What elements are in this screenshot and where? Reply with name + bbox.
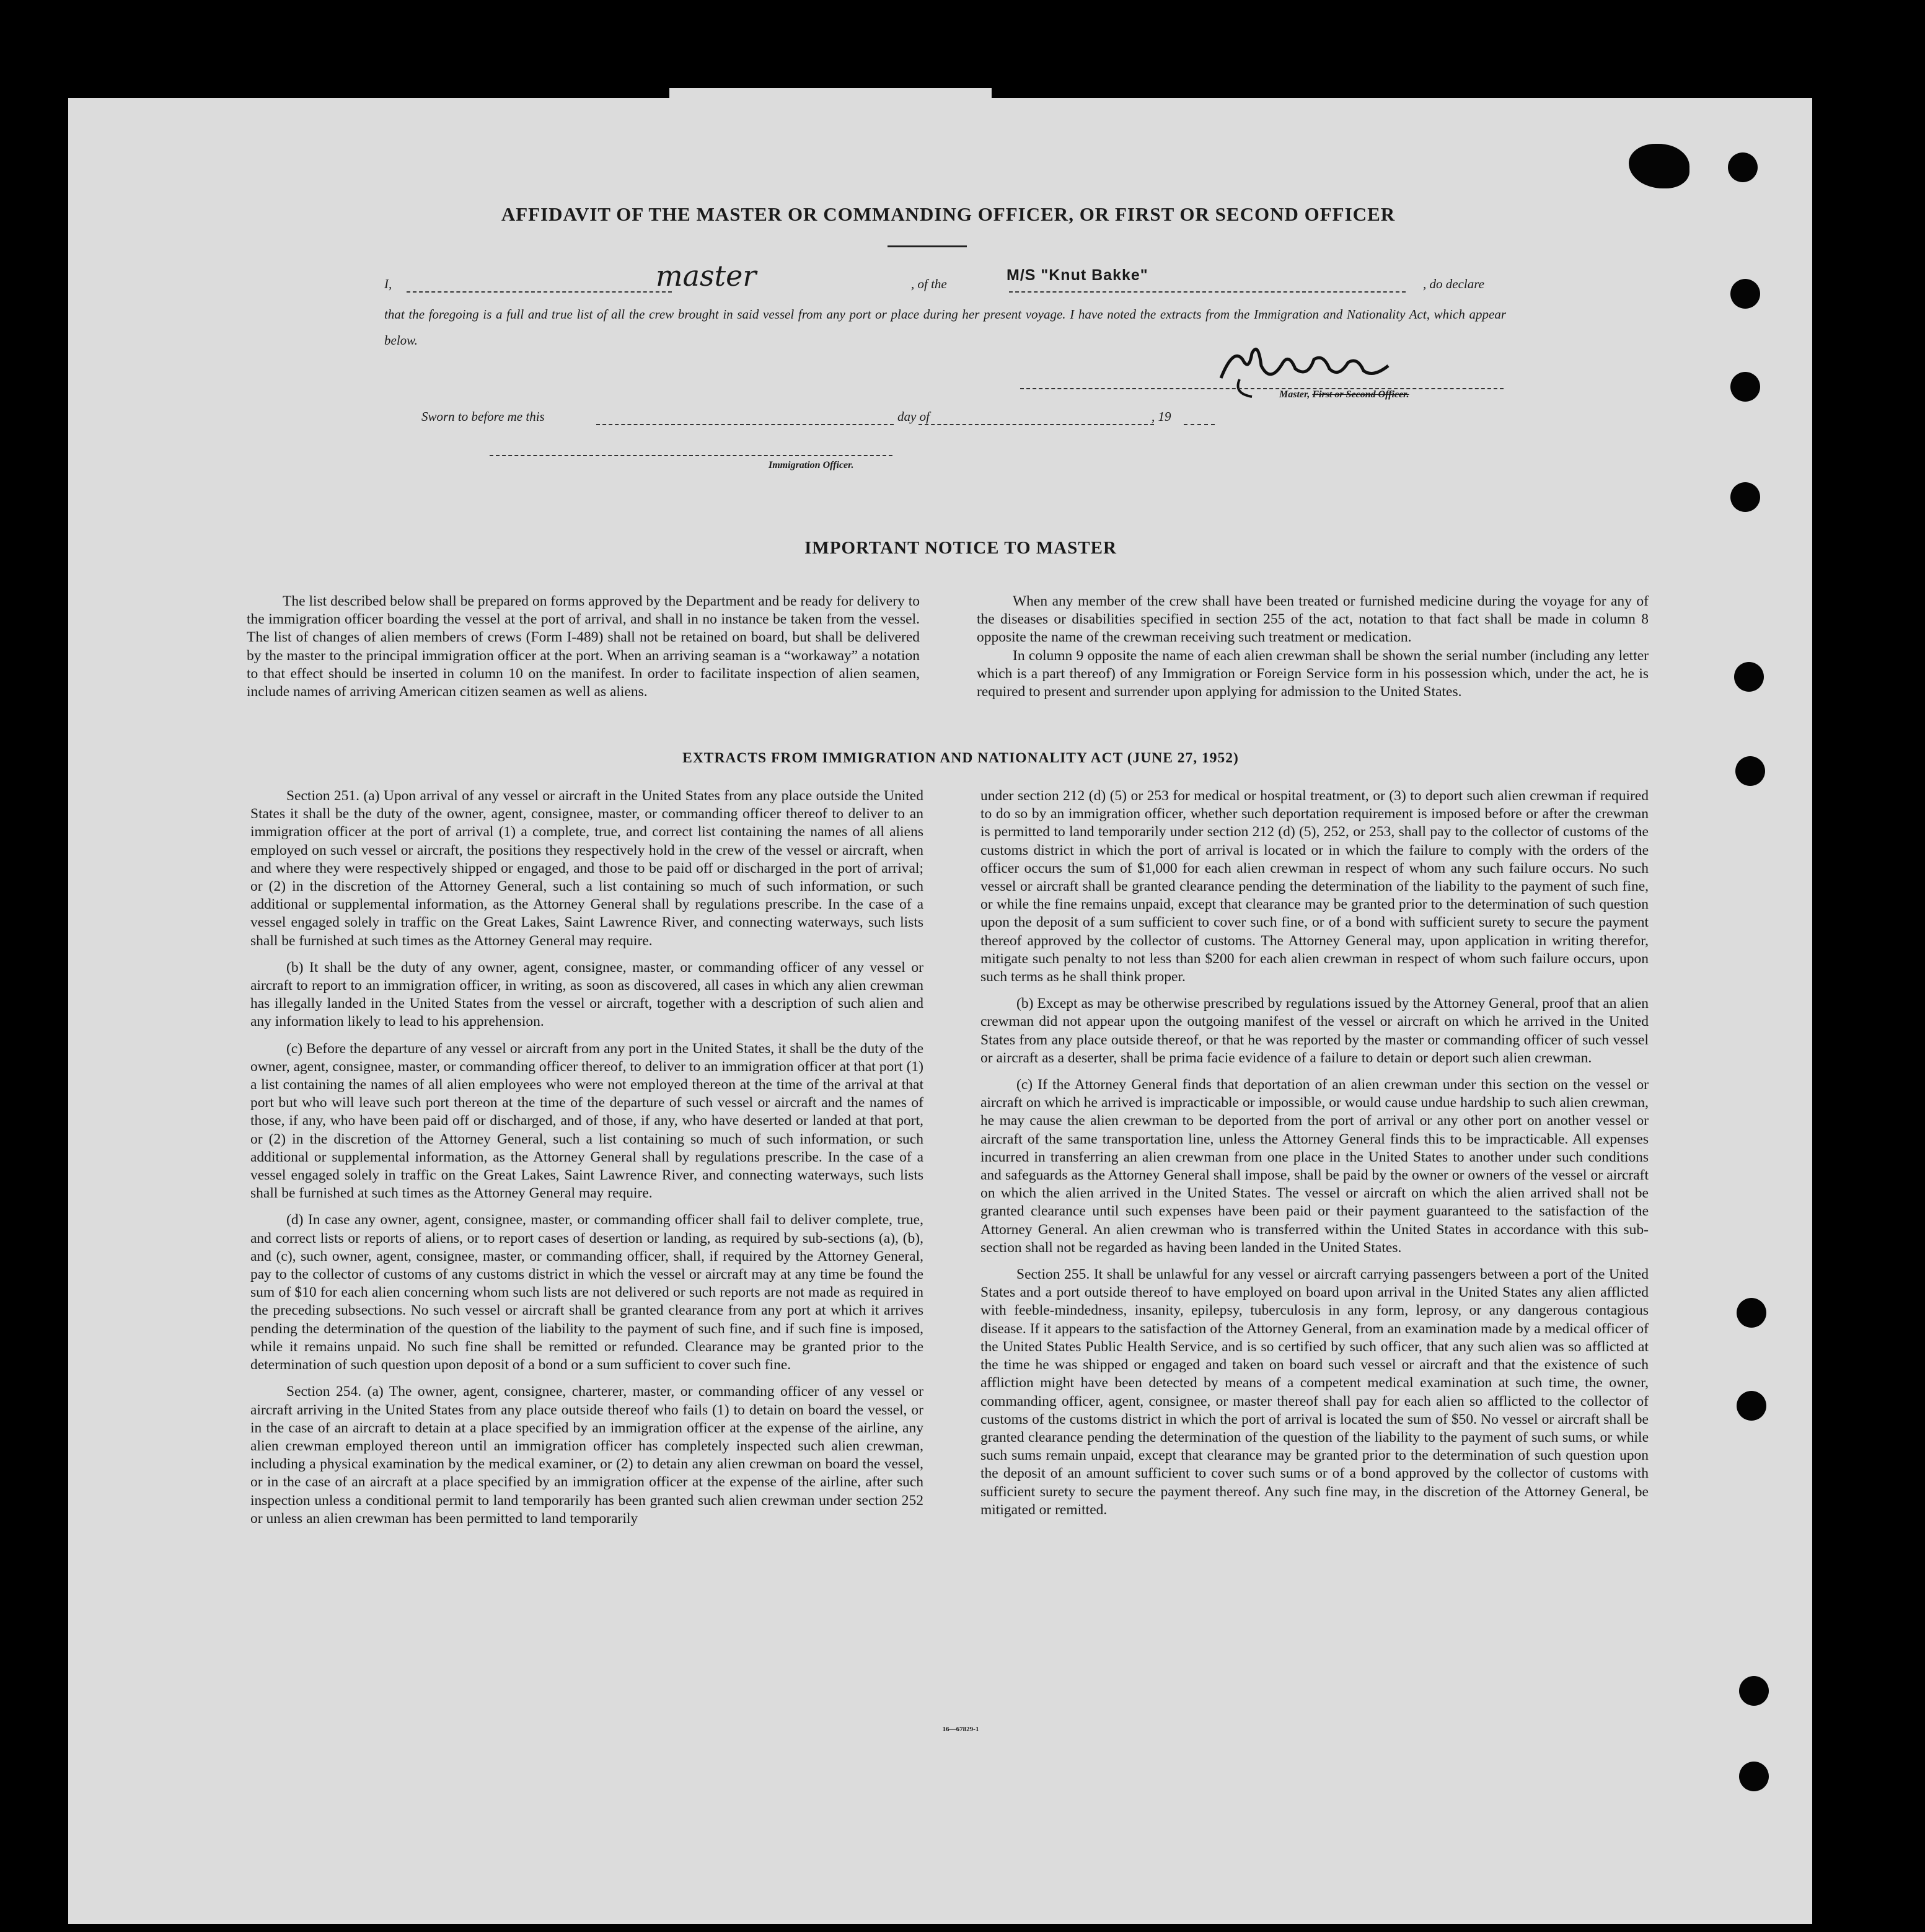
notice-paragraph: In column 9 opposite the name of each alien crewman shall be shown the serial number (including any letter which is a part thereof) of any Immigration or Foreign Service form in his possession which, under the act, he is required to present and surrender upon applying for admission to the United States. (977, 647, 1649, 700)
notice-paragraph: The list described below shall be prepared on forms approved by the Department and be ready for delivery to the immigration officer boarding the vessel at the port of arrival, and shall in no instance be taken from the vessel. The list of changes of alien members of crews (Form I-489) shall not be retained on board, but shall be delivered by the master to the principal immigration officer at the port. When an arriving seaman is a “workaway” a notation to that effect should be inserted in column 10 on the manifest. In order to facilitate inspection of alien seamen, include names of arriving American citizen seamen as well as aliens. (247, 593, 920, 700)
month-blank (918, 424, 1154, 425)
day-of-label: day of (897, 409, 930, 424)
punch-hole (1730, 279, 1760, 309)
punch-hole (1730, 372, 1760, 402)
notice-right-column (977, 593, 1649, 701)
vessel-name: M/S "Knut Bakke" (1007, 267, 1148, 284)
year-blank (1184, 424, 1215, 425)
year-label: , 19 (1152, 409, 1171, 424)
punch-hole (1730, 482, 1760, 512)
extract-paragraph: (c) If the Attorney General finds that deportation of an alien crewman under this section on the vessel or aircraft on which he arrived is impracticable or impossible, or would cause undue hardship to such alien crewman, he may cause the alien crewman to be deported from the port of arrival or any other port on another vessel or aircraft of the same transportation line, unless the Attorney General finds this to be impracticable. All expenses incurred in transferring an alien crewman from one place in the United States to another under such conditions and safeguards as the Attorney General shall impose, shall be paid by the owner or owners of the vessel or aircraft on which the alien arrived in the United States. The vessel or aircraft on which the alien arrived shall not be granted clearance until such expenses have been paid or their payment guaranteed to the satisfaction of the Attorney General. An alien crewman who is transferred within the United States in accordance with this sub-section shall not be regarded as having been landed in the United States. (980, 1077, 1649, 1256)
punch-hole (1739, 1762, 1769, 1791)
extract-paragraph: (b) It shall be the duty of any owner, agent, consignee, master, or commanding officer of any vessel or aircraft to report to an immigration officer, in writing, as soon as discovered, all cases in which any alien crewman has illegally landed in the United States from the vessel or aircraft, together with a description of such alien and any information likely to lead to his apprehension. (250, 959, 923, 1030)
title-rule (888, 245, 967, 247)
affidavit-title: AFFIDAVIT OF THE MASTER OR COMMANDING OFFICER, OR FIRST OR SECOND OFFICER (501, 203, 1396, 225)
handwritten-role: master (656, 259, 757, 293)
extract-paragraph: under section 212 (d) (5) or 253 for medical or hospital treatment, or (3) to deport such alien crewman if required to do so by an immigration officer, whether such deportation requirement is imposed before or after the crewman is permitted to land temporarily under section 212 (d) (5), 252, or 253, shall pay to the collector of customs of the customs district in which the port of arrival is located or in which the failure to comply with the orders of the officer occurs the sum of $1,000 for each alien crewman in respect of whom any such failure occurs. No such vessel or aircraft shall be granted clearance pending the determination of the liability to the payment of such fine, or while the fine remains unpaid, except that clearance may be granted prior to the determination of such question upon the deposit of a sum sufficient to cover such fine, or of a bond with sufficient surety to secure the payment thereof approved by the collector of customs. The Attorney General may, upon application in writing therefor, mitigate such penalty to not less than $200 for each alien crewman in respect of whom such failure occurs, upon such terms as he shall think proper. (980, 788, 1649, 986)
officer-caption: Immigration Officer. (769, 460, 854, 470)
extract-paragraph: Section 251. (a) Upon arrival of any vessel or aircraft in the United States from any place outside the United States it shall be the duty of the owner, agent, consignee, master, or commanding officer thereof to deliver to an immigration officer at the port of arrival (1) a complete, true, and correct list containing the names of all aliens employed on such vessel or aircraft, the positions they respectively hold in the crew of the vessel or aircraft, when and where they were respectively shipped or engaged, and those to be paid off or discharged in the port of arrival; or (2) in the discretion of the Attorney General, such a list containing so much of such information, or such additional or supplemental information, as the Attorney General shall by regulations prescribe. In the case of a vessel engaged solely in traffic on the Great Lakes, Saint Lawrence River, and connecting waterways, such lists shall be furnished at such times as the Attorney General may require. (250, 788, 923, 949)
form-code: 16—67829-1 (942, 1726, 979, 1733)
extract-paragraph: (b) Except as may be otherwise prescribed by regulations issued by the Attorney General, proof that an alien crewman did not appear upon the outgoing manifest of the vessel or aircraft on which he arrived in the United States from any place outside thereof, or that he was reported by the master or commanding officer of such vessel or aircraft as a deserter, shall be prima facie evidence of a failure to detain or deport such alien crewman. (980, 995, 1649, 1066)
notice-heading: IMPORTANT NOTICE TO MASTER (804, 538, 1117, 558)
extract-paragraph: Section 254. (a) The owner, agent, consignee, charterer, master, or commanding officer of any vessel or aircraft arriving in the United States from any place outside thereof who fails (1) to detain on board the vessel, or in the case of an aircraft to detain at a place specified by an immigration officer at the expense of the airline, any alien crewman employed thereon until an immigration officer has completely inspected such alien crewman, including a physical examination by the medical examiner, or (2) to detain any alien crewman on board the vessel, or in the case of an aircraft at a place specified by an immigration officer at the expense of the airline, after such inspection unless a conditional permit to land temporarily has been granted such alien crewman under section 252 or unless an alien crewman has been permitted to land temporarily (250, 1383, 923, 1527)
punch-hole (1737, 1298, 1766, 1328)
officer-blank (490, 455, 892, 456)
of-the-label: , of the (911, 276, 947, 291)
punch-hole (1728, 152, 1758, 182)
extracts-right-column (980, 787, 1649, 1519)
declaration-statement: that the foregoing is a full and true list of all the crew brought in said vessel from any port or place during her present voyage. I have noted the extracts from the Immigration and Nationality Act, which appear below. (384, 307, 1506, 348)
extract-paragraph: Section 255. It shall be unlawful for any vessel or aircraft carrying passengers between a port of the United States and a port outside thereof to have employed on board upon arrival in the United States any alien afflicted with feeble-mindedness, insanity, epilepsy, tuberculosis in any form, leprosy, or any dangerous contagious disease. If it appears to the satisfaction of the Attorney General, from an examination made by a medical officer of the United States Public Health Service, and is so certified by such officer, that any such alien was so afflicted at the time he was shipped or engaged and taken on board such vessel or aircraft and that the existence of such affliction might have been detected by means of a competent medical examination at such time, the owner, commanding officer, agent, consignee, or master thereof shall pay for each alien so afflicted to the collector of customs of the customs district in which the port of arrival is located the sum of $50. No vessel or aircraft shall be granted clearance pending the determination of the question of the liability to the payment of such sums, or while such sums remain unpaid, except that clearance may be granted prior to the determination of such question upon the deposit of an amount sufficient to cover such sums or of a bond approved by the collector of customs with sufficient surety to secure the payment thereof. Any such fine may, in the discretion of the Attorney General, be mitigated or remitted. (980, 1266, 1649, 1518)
signature-line (1020, 388, 1504, 389)
day-blank (596, 424, 894, 425)
caption-master: Master, (1279, 389, 1310, 400)
extracts-left-column (250, 787, 923, 1528)
i-label: I, (384, 276, 392, 291)
do-declare-label: , do declare (1423, 276, 1484, 291)
punch-hole (1739, 1676, 1769, 1706)
sworn-label: Sworn to before me this (421, 409, 545, 424)
punch-hole (1737, 1391, 1766, 1421)
extracts-heading: EXTRACTS FROM IMMIGRATION AND NATIONALITY ACT (JUNE 27, 1952) (682, 750, 1239, 766)
signature-caption (1279, 389, 1409, 400)
notice-paragraph: When any member of the crew shall have been treated or furnished medicine during the voyage for any of the diseases or disabilities specified in section 255 of the act, notation to that fact shall be made in column 8 opposite the name of the crewman receiving such treatment or medication. (977, 593, 1649, 646)
caption-struck: First or Second Officer. (1312, 389, 1409, 400)
page-top-edge (669, 88, 992, 102)
declaration-line (384, 259, 1506, 298)
extract-paragraph: (d) In case any owner, agent, consignee, master, or commanding officer shall fail to deliver complete, true, and correct lists or reports of aliens, or to report cases of desertion or landing, as required by sub-sections (a), (b), and (c), such owner, agent, consignee, master, or commanding officer, shall, if required by the Attorney General, pay to the collector of customs of any customs district in which the vessel or aircraft may at any time be found the sum of $10 for each alien concerning whom such lists are not delivered or such reports are not made as required in the preceding subsections. No such vessel or aircraft shall be granted clearance from any port at which it arrives pending the determination of the question of the liability to the payment of such fine, and if such fine is imposed, while it remains unpaid. No such fine shall be remitted or refunded. Clearance may be granted prior to the determination of such question upon deposit of a bond or a sum sufficient to cover such fine. (250, 1212, 923, 1374)
master-signature (1215, 335, 1401, 413)
punch-hole (1735, 756, 1765, 786)
punch-hole (1734, 662, 1764, 692)
notice-left-column (247, 593, 920, 701)
vessel-blank (1009, 291, 1406, 293)
name-blank (407, 291, 672, 293)
extract-paragraph: (c) Before the departure of any vessel or aircraft from any port in the United States, it shall be the duty of the owner, agent, consignee, master, or commanding officer thereof, to deliver to an immigration officer at that port (1) a list containing the names of all alien employees who were not employed thereon at the time of the arrival at that port but who will leave such port thereon at the time of the departure of such vessel or aircraft and the names of those, if any, who have been paid off or discharged, and of those, if any, who have deserted or landed at that port, or (2) in the discretion of the Attorney General, such a list containing so much of such information, or such additional or supplemental information, as the Attorney General shall by regulations prescribe. In the case of a vessel engaged solely in traffic on the Great Lakes, Saint Lawrence River, and connecting waterways, such lists shall be furnished at such times as the Attorney General may require. (250, 1040, 923, 1202)
